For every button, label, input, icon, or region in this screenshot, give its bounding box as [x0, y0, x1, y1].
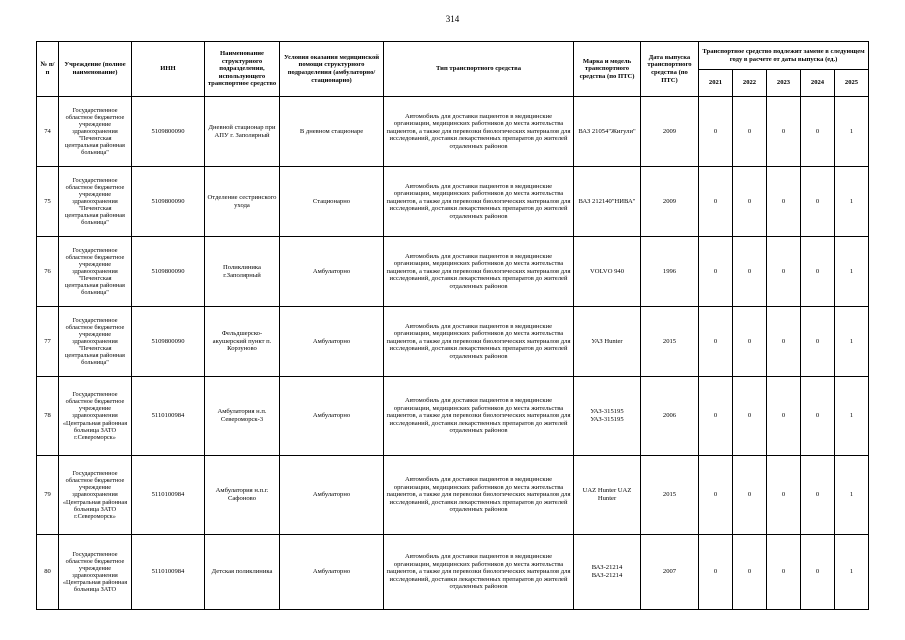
table-row — [37, 97, 869, 167]
table-row — [37, 535, 869, 610]
header-replacement: Транспортное средство подлежит замене в следующем году в расчете от даты выпуска (ед.) — [699, 42, 869, 70]
cell-division: Амбулатория н.п. Североморск-3 — [205, 377, 280, 456]
cell-2021: 0 — [699, 307, 733, 377]
header-year: Дата выпуска транспортного средства (по ПТС) — [641, 42, 699, 97]
cell-inn: 5110100984 — [132, 456, 205, 535]
cell-inn: 5109800090 — [132, 167, 205, 237]
cell-division: Поликлиника г.Заполярный — [205, 237, 280, 307]
cell-conditions: Амбулаторно — [280, 456, 384, 535]
table-row — [37, 167, 869, 237]
cell-2022: 0 — [733, 97, 767, 167]
cell-org: Государственное областное бюджетное учреждение здравоохранения "Печенгская центральная районная больница" — [59, 167, 132, 237]
table-row — [37, 307, 869, 377]
cell-org: Государственное областное бюджетное учреждение здравоохранения «Центральная районная больница ЗАТО г.Североморск» — [59, 377, 132, 456]
cell-year: 2006 — [641, 377, 699, 456]
cell-model: VOLVO 940 — [574, 237, 641, 307]
cell-vehicle-type: Автомобиль для доставки пациентов в медицинские организации, медицинских работников до места жительства пациентов, а также для перевозки биологических материалов для исследований, доставки лекарственных препаратов до жителей отдаленных районов — [384, 237, 574, 307]
cell-inn: 5109800090 — [132, 237, 205, 307]
cell-2023: 0 — [767, 167, 801, 237]
cell-model: ВАЗ 212140"НИВА" — [574, 167, 641, 237]
cell-conditions: Амбулаторно — [280, 237, 384, 307]
cell-2025: 1 — [835, 535, 869, 610]
header-year-2024: 2024 — [801, 70, 835, 97]
cell-2024: 0 — [801, 535, 835, 610]
cell-num: 79 — [37, 456, 59, 535]
cell-num: 76 — [37, 237, 59, 307]
header-division: Наименование структурного подразделения, использующего транспортное средство — [205, 42, 280, 97]
cell-vehicle-type: Автомобиль для доставки пациентов в медицинские организации, медицинских работников до места жительства пациентов, а также для перевозки биологических материалов для исследований, доставки лекарственных препаратов до жителей отдаленных районов — [384, 167, 574, 237]
cell-year: 1996 — [641, 237, 699, 307]
cell-2022: 0 — [733, 377, 767, 456]
header-year-2023: 2023 — [767, 70, 801, 97]
table-row — [37, 456, 869, 535]
cell-2022: 0 — [733, 237, 767, 307]
cell-year: 2015 — [641, 307, 699, 377]
cell-2022: 0 — [733, 167, 767, 237]
cell-2023: 0 — [767, 456, 801, 535]
cell-vehicle-type: Автомобиль для доставки пациентов в медицинские организации, медицинских работников до места жительства пациентов, а также для перевозки биологических материалов для исследований, доставки лекарственных препаратов до жителей отдаленных районов — [384, 535, 574, 610]
table-row — [37, 237, 869, 307]
cell-2022: 0 — [733, 307, 767, 377]
cell-2023: 0 — [767, 97, 801, 167]
table-row — [37, 377, 869, 456]
cell-model: УАЗ-315195 УАЗ-315195 — [574, 377, 641, 456]
cell-2024: 0 — [801, 97, 835, 167]
cell-2025: 1 — [835, 307, 869, 377]
cell-num: 74 — [37, 97, 59, 167]
cell-2022: 0 — [733, 456, 767, 535]
cell-2024: 0 — [801, 307, 835, 377]
cell-2023: 0 — [767, 237, 801, 307]
cell-conditions: Амбулаторно — [280, 307, 384, 377]
header-vehicle-type: Тип транспортного средства — [384, 42, 574, 97]
page-number: 314 — [445, 14, 460, 24]
cell-org: Государственное областное бюджетное учреждение здравоохранения "Печенгская центральная районная больница" — [59, 97, 132, 167]
cell-2023: 0 — [767, 535, 801, 610]
cell-2025: 1 — [835, 167, 869, 237]
cell-2021: 0 — [699, 97, 733, 167]
header-num: № п/п — [37, 42, 59, 97]
cell-2021: 0 — [699, 456, 733, 535]
cell-2025: 1 — [835, 97, 869, 167]
cell-2025: 1 — [835, 456, 869, 535]
cell-2025: 1 — [835, 237, 869, 307]
header-conditions: Условия оказания медицинской помощи структурного подразделения (амбулаторно/стационарно) — [280, 42, 384, 97]
cell-2023: 0 — [767, 307, 801, 377]
cell-vehicle-type: Автомобиль для доставки пациентов в медицинские организации, медицинских работников до места жительства пациентов, а также для перевозки биологических материалов для исследований, доставки лекарственных препаратов до жителей отдаленных районов — [384, 97, 574, 167]
cell-num: 78 — [37, 377, 59, 456]
cell-year: 2007 — [641, 535, 699, 610]
cell-org: Государственное областное бюджетное учреждение здравоохранения «Центральная районная больница ЗАТО г.Североморск» — [59, 456, 132, 535]
cell-2024: 0 — [801, 456, 835, 535]
cell-conditions: В дневном стационаре — [280, 97, 384, 167]
cell-2021: 0 — [699, 237, 733, 307]
cell-division: Детская поликлиника — [205, 535, 280, 610]
cell-vehicle-type: Автомобиль для доставки пациентов в медицинские организации, медицинских работников до места жительства пациентов, а также для перевозки биологических материалов для исследований, доставки лекарственных препаратов до жителей отдаленных районов — [384, 307, 574, 377]
cell-model: УАЗ Hunter — [574, 307, 641, 377]
cell-2024: 0 — [801, 377, 835, 456]
cell-inn: 5109800090 — [132, 97, 205, 167]
vehicle-table — [36, 41, 869, 610]
cell-org: Государственное областное бюджетное учреждение здравоохранения «Центральная районная больница ЗАТО — [59, 535, 132, 610]
cell-org: Государственное областное бюджетное учреждение здравоохранения "Печенгская центральная районная больница" — [59, 307, 132, 377]
cell-2022: 0 — [733, 535, 767, 610]
cell-conditions: Амбулаторно — [280, 535, 384, 610]
cell-division: Фельдшерско-акушерский пункт п. Корзуново — [205, 307, 280, 377]
table-body — [37, 97, 869, 610]
header-org: Учреждение (полное наименование) — [59, 42, 132, 97]
cell-inn: 5110100984 — [132, 535, 205, 610]
cell-2023: 0 — [767, 377, 801, 456]
cell-division: Дневной стационар при АПУ г. Заполярный — [205, 97, 280, 167]
header-year-2022: 2022 — [733, 70, 767, 97]
cell-num: 77 — [37, 307, 59, 377]
table-header — [37, 42, 869, 97]
cell-model: ВАЗ 21054"Жигули" — [574, 97, 641, 167]
cell-2021: 0 — [699, 167, 733, 237]
cell-org: Государственное областное бюджетное учреждение здравоохранения "Печенгская центральная районная больница" — [59, 237, 132, 307]
cell-year: 2015 — [641, 456, 699, 535]
cell-division: Амбулатория н.п.г. Сафоново — [205, 456, 280, 535]
cell-2024: 0 — [801, 237, 835, 307]
cell-2021: 0 — [699, 535, 733, 610]
cell-2025: 1 — [835, 377, 869, 456]
header-year-2025: 2025 — [835, 70, 869, 97]
cell-conditions: Стационарно — [280, 167, 384, 237]
header-model: Марка и модель транспортного средства (по ПТС) — [574, 42, 641, 97]
cell-model: UAZ Hunter UAZ Hunter — [574, 456, 641, 535]
cell-inn: 5109800090 — [132, 307, 205, 377]
cell-division: Отделение сестринского ухода — [205, 167, 280, 237]
cell-year: 2009 — [641, 167, 699, 237]
cell-num: 80 — [37, 535, 59, 610]
header-year-2021: 2021 — [699, 70, 733, 97]
cell-conditions: Амбулаторно — [280, 377, 384, 456]
cell-2024: 0 — [801, 167, 835, 237]
header-inn: ИНН — [132, 42, 205, 97]
cell-2021: 0 — [699, 377, 733, 456]
cell-model: ВАЗ-21214 ВАЗ-21214 — [574, 535, 641, 610]
cell-vehicle-type: Автомобиль для доставки пациентов в медицинские организации, медицинских работников до места жительства пациентов, а также для перевозки биологических материалов для исследований, доставки лекарственных препаратов до жителей отдаленных районов — [384, 456, 574, 535]
cell-year: 2009 — [641, 97, 699, 167]
cell-inn: 5110100984 — [132, 377, 205, 456]
cell-num: 75 — [37, 167, 59, 237]
cell-vehicle-type: Автомобиль для доставки пациентов в медицинские организации, медицинских работников до места жительства пациентов, а также для перевозки биологических материалов для исследований, доставки лекарственных препаратов до жителей отдаленных районов — [384, 377, 574, 456]
